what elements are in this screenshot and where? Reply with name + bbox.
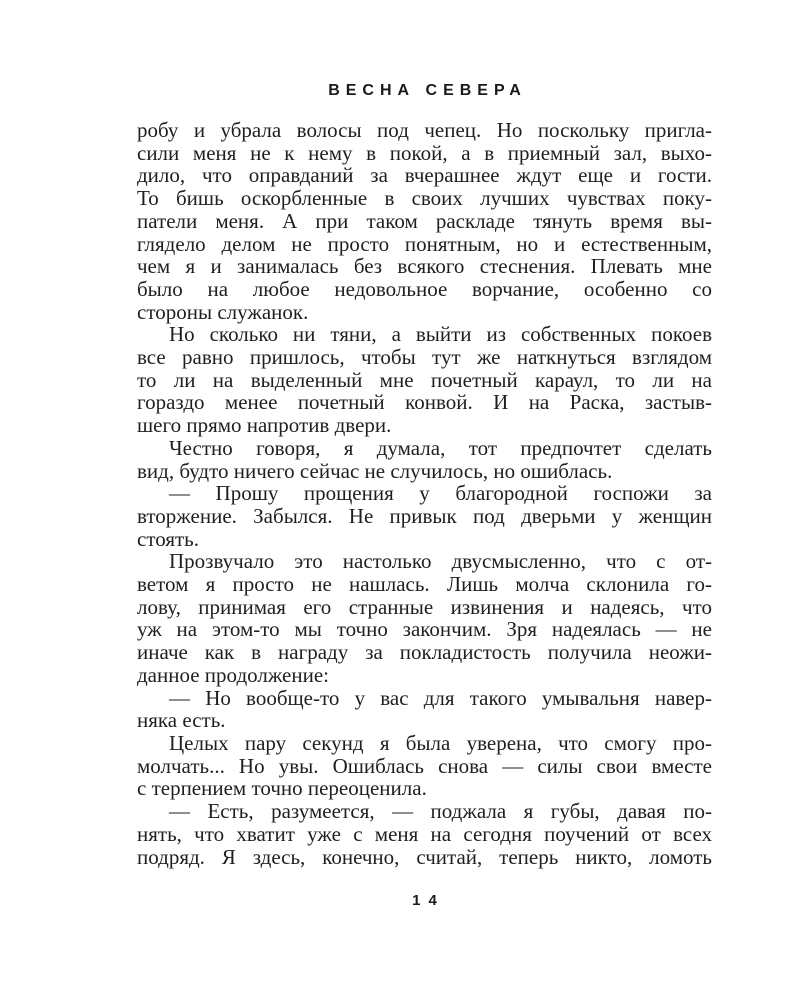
text-line: Честно говоря, я думала, тот предпочтет сделать: [169, 435, 712, 460]
text-line: чем я и занималась без всякого стеснения. Плевать мне: [137, 254, 712, 279]
text-line: стоять.: [137, 526, 199, 551]
text-line: было на любое недовольное ворчание, особенно со: [137, 276, 712, 301]
text-line: няка есть.: [137, 708, 226, 733]
text-line: робу и убрала волосы под чепец. Но поскольку пригла-: [137, 118, 712, 142]
paragraph: [137, 437, 712, 482]
text-line: уж на этом-то мы точно закончим. Зря надеялась — не: [137, 617, 712, 642]
text-line: — Но вообще-то у вас для такого умывальня навер-: [169, 685, 712, 710]
text-line: подряд. Я здесь, конечно, считай, теперь никто, ломоть: [137, 844, 712, 869]
text-line: шего прямо напротив двери.: [137, 413, 392, 438]
text-line: Но сколько ни тяни, а выйти из собственных покоев: [169, 322, 712, 347]
text-line: — Прошу прощения у благородной госпожи за: [169, 481, 712, 506]
running-header: ВЕСНА СЕВЕРА: [328, 82, 527, 99]
text-block: [137, 119, 712, 868]
text-line: данное продолжение:: [137, 662, 330, 687]
paragraph: [137, 119, 712, 323]
paragraph: [137, 732, 712, 800]
paragraph: [137, 482, 712, 550]
text-line: все равно пришлось, чтобы тут же наткнуться взглядом: [137, 345, 712, 370]
text-line: патели меня. А при таком раскладе тянуть время вы-: [137, 208, 712, 233]
text-line: нять, что хватит уже с меня на сегодня поучений от всех: [137, 821, 712, 846]
text-line: дило, что оправданий за вчерашнее ждут еще и гости.: [137, 163, 712, 188]
paragraph: [137, 550, 712, 686]
text-line: Целых пару секунд я была уверена, что смогу про-: [169, 730, 712, 755]
text-line: Прозвучало это настолько двусмысленно, что с от-: [169, 549, 712, 574]
text-line: ветом я просто не нашлась. Лишь молча склонила го-: [137, 572, 712, 597]
text-line: лову, принимая его странные извинения и надеясь, что: [137, 594, 712, 619]
text-line: молчать... Но увы. Ошиблась снова — силы свои вместе: [137, 753, 712, 778]
text-line: сили меня не к нему в покой, а в приемный зал, выхо-: [137, 140, 712, 165]
text-line: глядело делом не просто понятным, но и естественным,: [137, 231, 712, 256]
text-line: То бишь оскорбленные в своих лучших чувствах поку-: [137, 186, 712, 211]
text-line: стороны служанок.: [137, 299, 309, 324]
paragraph: [137, 687, 712, 732]
text-line: иначе как в награду за покладистость получила неожи-: [137, 640, 712, 665]
text-line: вторжение. Забылся. Не привык под дверьми у женщин: [137, 503, 712, 528]
text-line: — Есть, разумеется, — поджала я губы, давая по-: [169, 799, 712, 824]
text-line: гораздо менее почетный конвой. И на Раска, застыв-: [137, 390, 712, 415]
page-number: 14: [412, 892, 445, 909]
paragraph: [137, 323, 712, 437]
paragraph: [137, 800, 712, 868]
text-line: вид, будто ничего сейчас не случилось, но ошиблась.: [137, 458, 613, 483]
text-line: то ли на выделенный мне почетный караул, то ли на: [137, 367, 712, 392]
text-line: с терпением точно переоценила.: [137, 776, 427, 801]
